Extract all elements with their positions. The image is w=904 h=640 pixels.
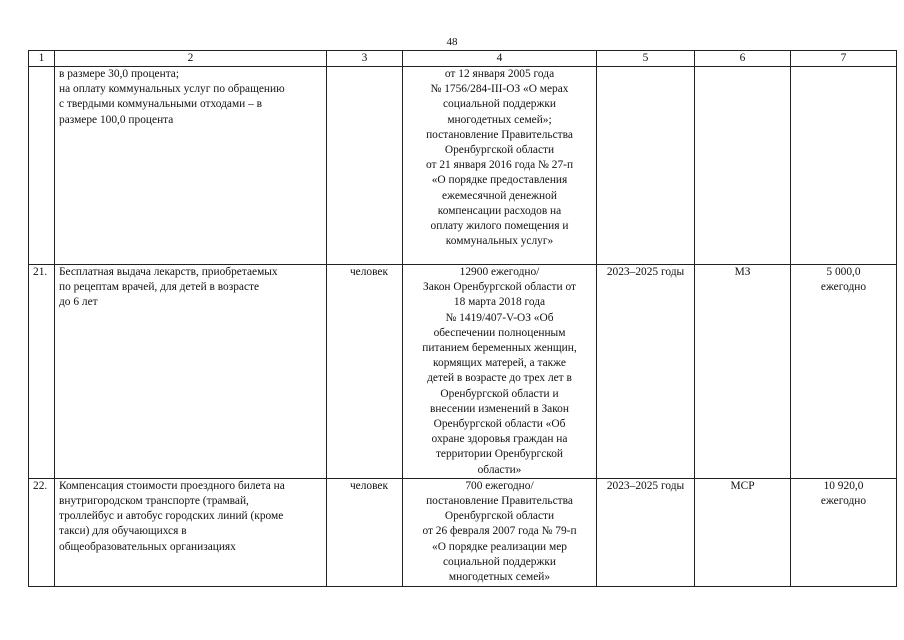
name-line: в размере 30,0 процента; [59, 68, 180, 80]
basis-line: Оренбургской области [444, 510, 555, 523]
header-col-3: 3 [327, 51, 403, 67]
basis-line: постановление Правительства [426, 128, 573, 141]
amount-value: 5 000,0 [826, 266, 861, 278]
name-line: Компенсация стоимости проездного билета на [59, 479, 285, 492]
name-line: по рецептам врачей, для детей в возрасте [59, 281, 260, 294]
period-cell [597, 67, 695, 265]
basis-line: обеспечении полноценным [433, 326, 566, 339]
basis-line: 700 ежегодно/ [465, 479, 534, 492]
name-line: на оплату коммунальных услуг по обращению [59, 83, 285, 96]
basis-line: 12900 ежегодно/ [459, 266, 540, 278]
basis-line: от 26 февраля 2007 года № 79-п [422, 525, 577, 538]
basis-line: кормящих матерей, а также [433, 357, 566, 370]
basis-line: от 21 января 2016 года № 27-п [425, 159, 574, 172]
unit-cell [327, 67, 403, 265]
basis-line: детей в возрасте до трех лет в [427, 372, 572, 385]
legal-basis [403, 478, 597, 586]
amount-cell [791, 265, 897, 479]
header-col-2: 2 [55, 51, 327, 67]
name-line: троллейбус и автобус городских линий (кроме [59, 510, 284, 523]
amount-note: ежегодно [820, 495, 867, 508]
basis-line: Оренбургской области «Об [433, 418, 566, 431]
name-line: до 6 лет [59, 296, 98, 309]
table-row [29, 67, 897, 265]
basis-line: Оренбургской области [444, 144, 555, 157]
basis-line: территории Оренбургской [435, 448, 564, 461]
name-line: такси) для обучающихся в [59, 525, 187, 538]
page-number: 48 [446, 36, 458, 48]
row-number [29, 67, 55, 265]
header-row [29, 51, 897, 67]
unit-cell: человек [327, 265, 403, 479]
header-col-6: 6 [695, 51, 791, 67]
name-line: общеобразовательных организациях [59, 540, 236, 553]
executor-cell: МСР [695, 478, 791, 586]
row-number: 21. [29, 265, 55, 479]
unit-cell: человек [327, 478, 403, 586]
basis-line: от 12 января 2005 года [444, 68, 555, 80]
legal-basis [403, 67, 597, 265]
measures-table [28, 50, 897, 587]
name-line: Бесплатная выдача лекарств, приобретаемых [59, 266, 278, 278]
period-cell: 2023–2025 годы [597, 265, 695, 479]
basis-line: многодетных семей»; [447, 113, 552, 126]
basis-line: внесении изменений в Закон [430, 402, 569, 415]
measure-name [55, 478, 327, 586]
basis-line: «О порядке предоставления [431, 174, 568, 187]
basis-line: социальной поддержки [442, 555, 557, 568]
basis-line: социальной поддержки [442, 98, 557, 111]
table-row [29, 265, 897, 479]
header-col-5: 5 [597, 51, 695, 67]
amount-value: 10 920,0 [823, 479, 864, 492]
basis-line: Закон Оренбургской области от [423, 281, 576, 294]
executor-cell [695, 67, 791, 265]
basis-line: ежемесячной денежной [442, 189, 557, 202]
basis-line: многодетных семей» [448, 571, 551, 584]
amount-cell [791, 67, 897, 265]
table-row [29, 478, 897, 586]
amount-cell [791, 478, 897, 586]
header-col-4: 4 [403, 51, 597, 67]
amount-note: ежегодно [820, 281, 867, 294]
basis-line: охране здоровья граждан на [431, 433, 568, 446]
measure-name [55, 265, 327, 479]
basis-line: № 1419/407-V-ОЗ «Об [445, 311, 554, 324]
basis-line: № 1756/284-III-ОЗ «О мерах [430, 83, 569, 96]
basis-line: питанием беременных женщин, [422, 342, 577, 355]
basis-line: компенсации расходов на [437, 204, 562, 217]
basis-line: оплату жилого помещения и [430, 220, 569, 233]
name-line: внутригородском транспорте (трамвай, [59, 495, 249, 508]
name-line: размере 100,0 процента [59, 113, 174, 126]
header-col-1: 1 [29, 51, 55, 67]
basis-line: «О порядке реализации мер [432, 540, 567, 553]
basis-line: Оренбургской области и [440, 387, 559, 400]
row-number: 22. [29, 478, 55, 586]
basis-line: 18 марта 2018 года [453, 296, 546, 309]
name-line: с твердыми коммунальными отходами – в [59, 98, 263, 111]
basis-line: постановление Правительства [426, 495, 573, 508]
measure-name [55, 67, 327, 265]
header-col-7: 7 [791, 51, 897, 67]
legal-basis [403, 265, 597, 479]
period-cell: 2023–2025 годы [597, 478, 695, 586]
executor-cell: МЗ [695, 265, 791, 479]
basis-line: области» [477, 463, 522, 476]
basis-line: коммунальных услуг» [445, 235, 554, 248]
